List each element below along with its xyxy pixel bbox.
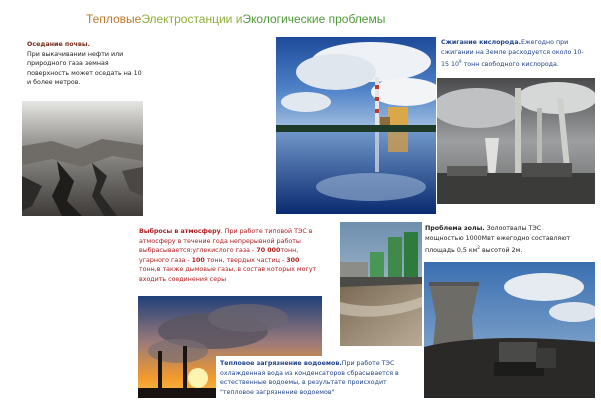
ash-text — [425, 224, 575, 256]
subsidence-body: При выкачивании нефти или природного газа земная поверхность может оседать на 10 и более метров. — [27, 50, 142, 87]
emissions-text — [139, 227, 319, 285]
oxygen-text — [441, 38, 591, 70]
oxygen-body-post: тонн свободного кислорода. — [461, 61, 559, 69]
emissions-value-co: 100 — [191, 256, 205, 264]
thermal-body: При работе ТЭС охлажденная вода из конденсаторов сбрасывается в естественные водоемы, в результате происходит "тепловое загрязнение водоемов" — [220, 360, 399, 396]
oxygen-heading: Сжигание кислорода. — [441, 39, 521, 46]
emissions-body-d: тонн,в также дымовые газы, в состав которых могут входить соединения серы — [139, 266, 317, 283]
emissions-body-b: тонн, угарного газа - — [139, 247, 299, 264]
ash-body-post: высотой 2м. — [479, 247, 523, 255]
bulldozer-tower-photo — [424, 262, 595, 398]
page-title — [86, 12, 385, 26]
oxygen-sup: 9 — [459, 59, 462, 65]
tanks-river-photo — [340, 222, 422, 346]
thermal-heading: Тепловое загрязнение водоемов. — [220, 360, 342, 367]
title-part-3: Экологические проблемы — [242, 12, 386, 26]
subsidence-text — [27, 40, 145, 88]
ash-sup: 2 — [477, 245, 480, 251]
emissions-value-co2: 70 000 — [256, 247, 281, 255]
ash-heading: Проблема золы. — [425, 225, 485, 232]
emissions-value-particles: 300 — [286, 256, 300, 264]
subsidence-photo — [22, 101, 143, 216]
subsidence-heading: Оседание почвы. — [27, 41, 90, 48]
ash-body-pre: Золоотвалы ТЭС мощностью 1000Мвт ежегодно составляют площадь 0,5 км — [425, 225, 571, 255]
power-plant-lake-photo — [276, 37, 436, 214]
title-part-1: Тепловые — [86, 12, 142, 26]
emissions-heading: Выбросы в атмосферу — [139, 228, 221, 235]
chimneys-photo — [437, 78, 595, 204]
emissions-body-c: тонн, твердых частиц - — [204, 256, 287, 264]
emissions-body-a: . При работе типовой ТЭС в атмосферу в течение года непрерывной работы выбрасывается:углекислого газа - — [139, 228, 313, 255]
title-part-2: Электростанции и — [141, 12, 243, 26]
thermal-pollution-text — [216, 356, 408, 400]
oxygen-body-pre: Ежегодно при сжигании на Земле расходуется около 10-15 10 — [441, 39, 584, 69]
